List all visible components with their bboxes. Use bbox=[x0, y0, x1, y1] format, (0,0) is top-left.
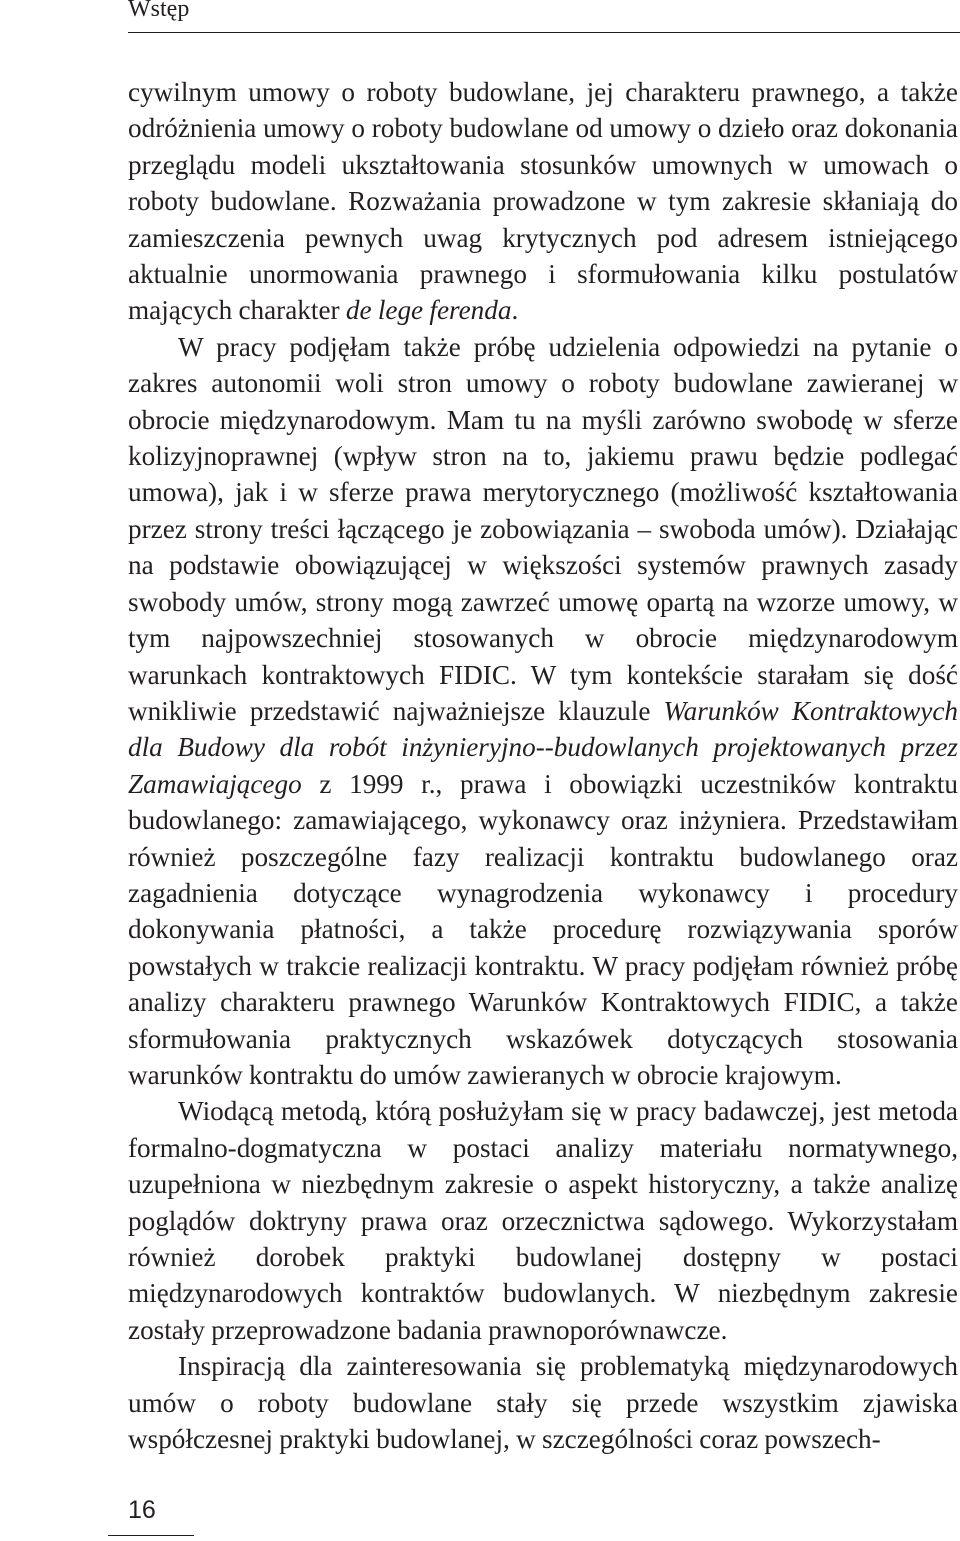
text-run: Inspiracją dla zainteresowania się problematyką międzynarodowych umów o roboty budowlane stały się przede wszystkim zjawiska współczesnej praktyki budowlanej, w szczególności coraz powszech- bbox=[128, 1351, 958, 1455]
text-run: cywilnym umowy o roboty budowlane, jej charakteru prawnego, a także odróżnienia umowy o roboty budowlane od umowy o dzieło oraz dokonania przeglądu modeli ukształtowania stosunków umownych w umowach o roboty budowlane. Rozważania prowadzone w tym zakresie skłaniają do zamieszczenia pewnych uwag krytycznych pod adresem istniejącego aktualnie unormowania prawnego i sformułowania kilku postulatów mających charakter bbox=[128, 77, 958, 326]
body-text bbox=[128, 74, 958, 1457]
text-run: Wiodącą metodą, którą posłużyłam się w pracy badawczej, jest metoda formalno-dogmatyczna w postaci analizy materiału normatywnego, uzupełniona w niezbędnym zakresie o aspekt historyczny, a także analizę poglądów doktryny prawa oraz orzecznictwa sądowego. Wykorzystałam również dorobek praktyki budowlanej dostępny w postaci międzynarodowych kontraktów budowlanych. W niezbędnym zakresie zostały przeprowadzone badania prawnoporównawcze. bbox=[128, 1096, 958, 1345]
text-run-italic: de lege ferenda bbox=[345, 295, 512, 326]
running-head-title: Wstęp bbox=[128, 0, 190, 22]
paragraph bbox=[128, 1093, 958, 1348]
footer-rule bbox=[108, 1535, 194, 1536]
paragraph bbox=[128, 1348, 958, 1457]
header-rule bbox=[128, 32, 960, 33]
paragraph bbox=[128, 74, 958, 329]
paragraph bbox=[128, 329, 958, 1094]
text-run: . bbox=[511, 295, 519, 326]
page-number: 16 bbox=[128, 1496, 156, 1524]
text-run-italic: Warunków Kontraktowych dla Budowy dla robót inżynieryjno-​-budowlanych projektowanych przez Zamawiającego bbox=[128, 695, 959, 799]
text-run: z 1999 r., prawa i obowiązki uczestników kontraktu budowlanego: zamawiającego, wykonawcy oraz inżyniera. Przedstawiłam również poszczególne fazy realizacji kontraktu budowlanego oraz zagadnienia dotyczące wynagrodzenia wykonawcy i procedury dokonywania płatności, a także procedurę rozwiązywania sporów powstałych w trakcie realizacji kontraktu. W pracy podjęłam również próbę analizy charakteru prawnego Warunków Kontraktowych FIDIC, a także sformułowania praktycznych wskazówek dotyczących stosowania warunków kontraktu do umów zawieranych w obrocie krajowym. bbox=[128, 768, 958, 1090]
text-run: W pracy podjęłam także próbę udzielenia odpowiedzi na pytanie o zakres autonomii woli stron umowy o roboty budowlane zawieranej w obrocie międzynarodowym. Mam tu na myśli zarówno swobodę w sferze kolizyjnoprawnej (wpływ stron na to, jakiemu prawu będzie podlegać umowa), jak i w sferze prawa merytorycznego (możliwość kształtowania przez strony treści łączącego je zobowiązania – swoboda umów). Działając na podstawie obowiązującej w większości systemów prawnych zasady swobody umów, strony mogą zawrzeć umowę opartą na wzorze umowy, w tym najpowszechniej stosowanych w obrocie międzynarodowym warunkach kontraktowych FIDIC. W tym kontekście starałam się dość wnikliwie przedstawić najważniejsze klauzule bbox=[128, 331, 958, 726]
